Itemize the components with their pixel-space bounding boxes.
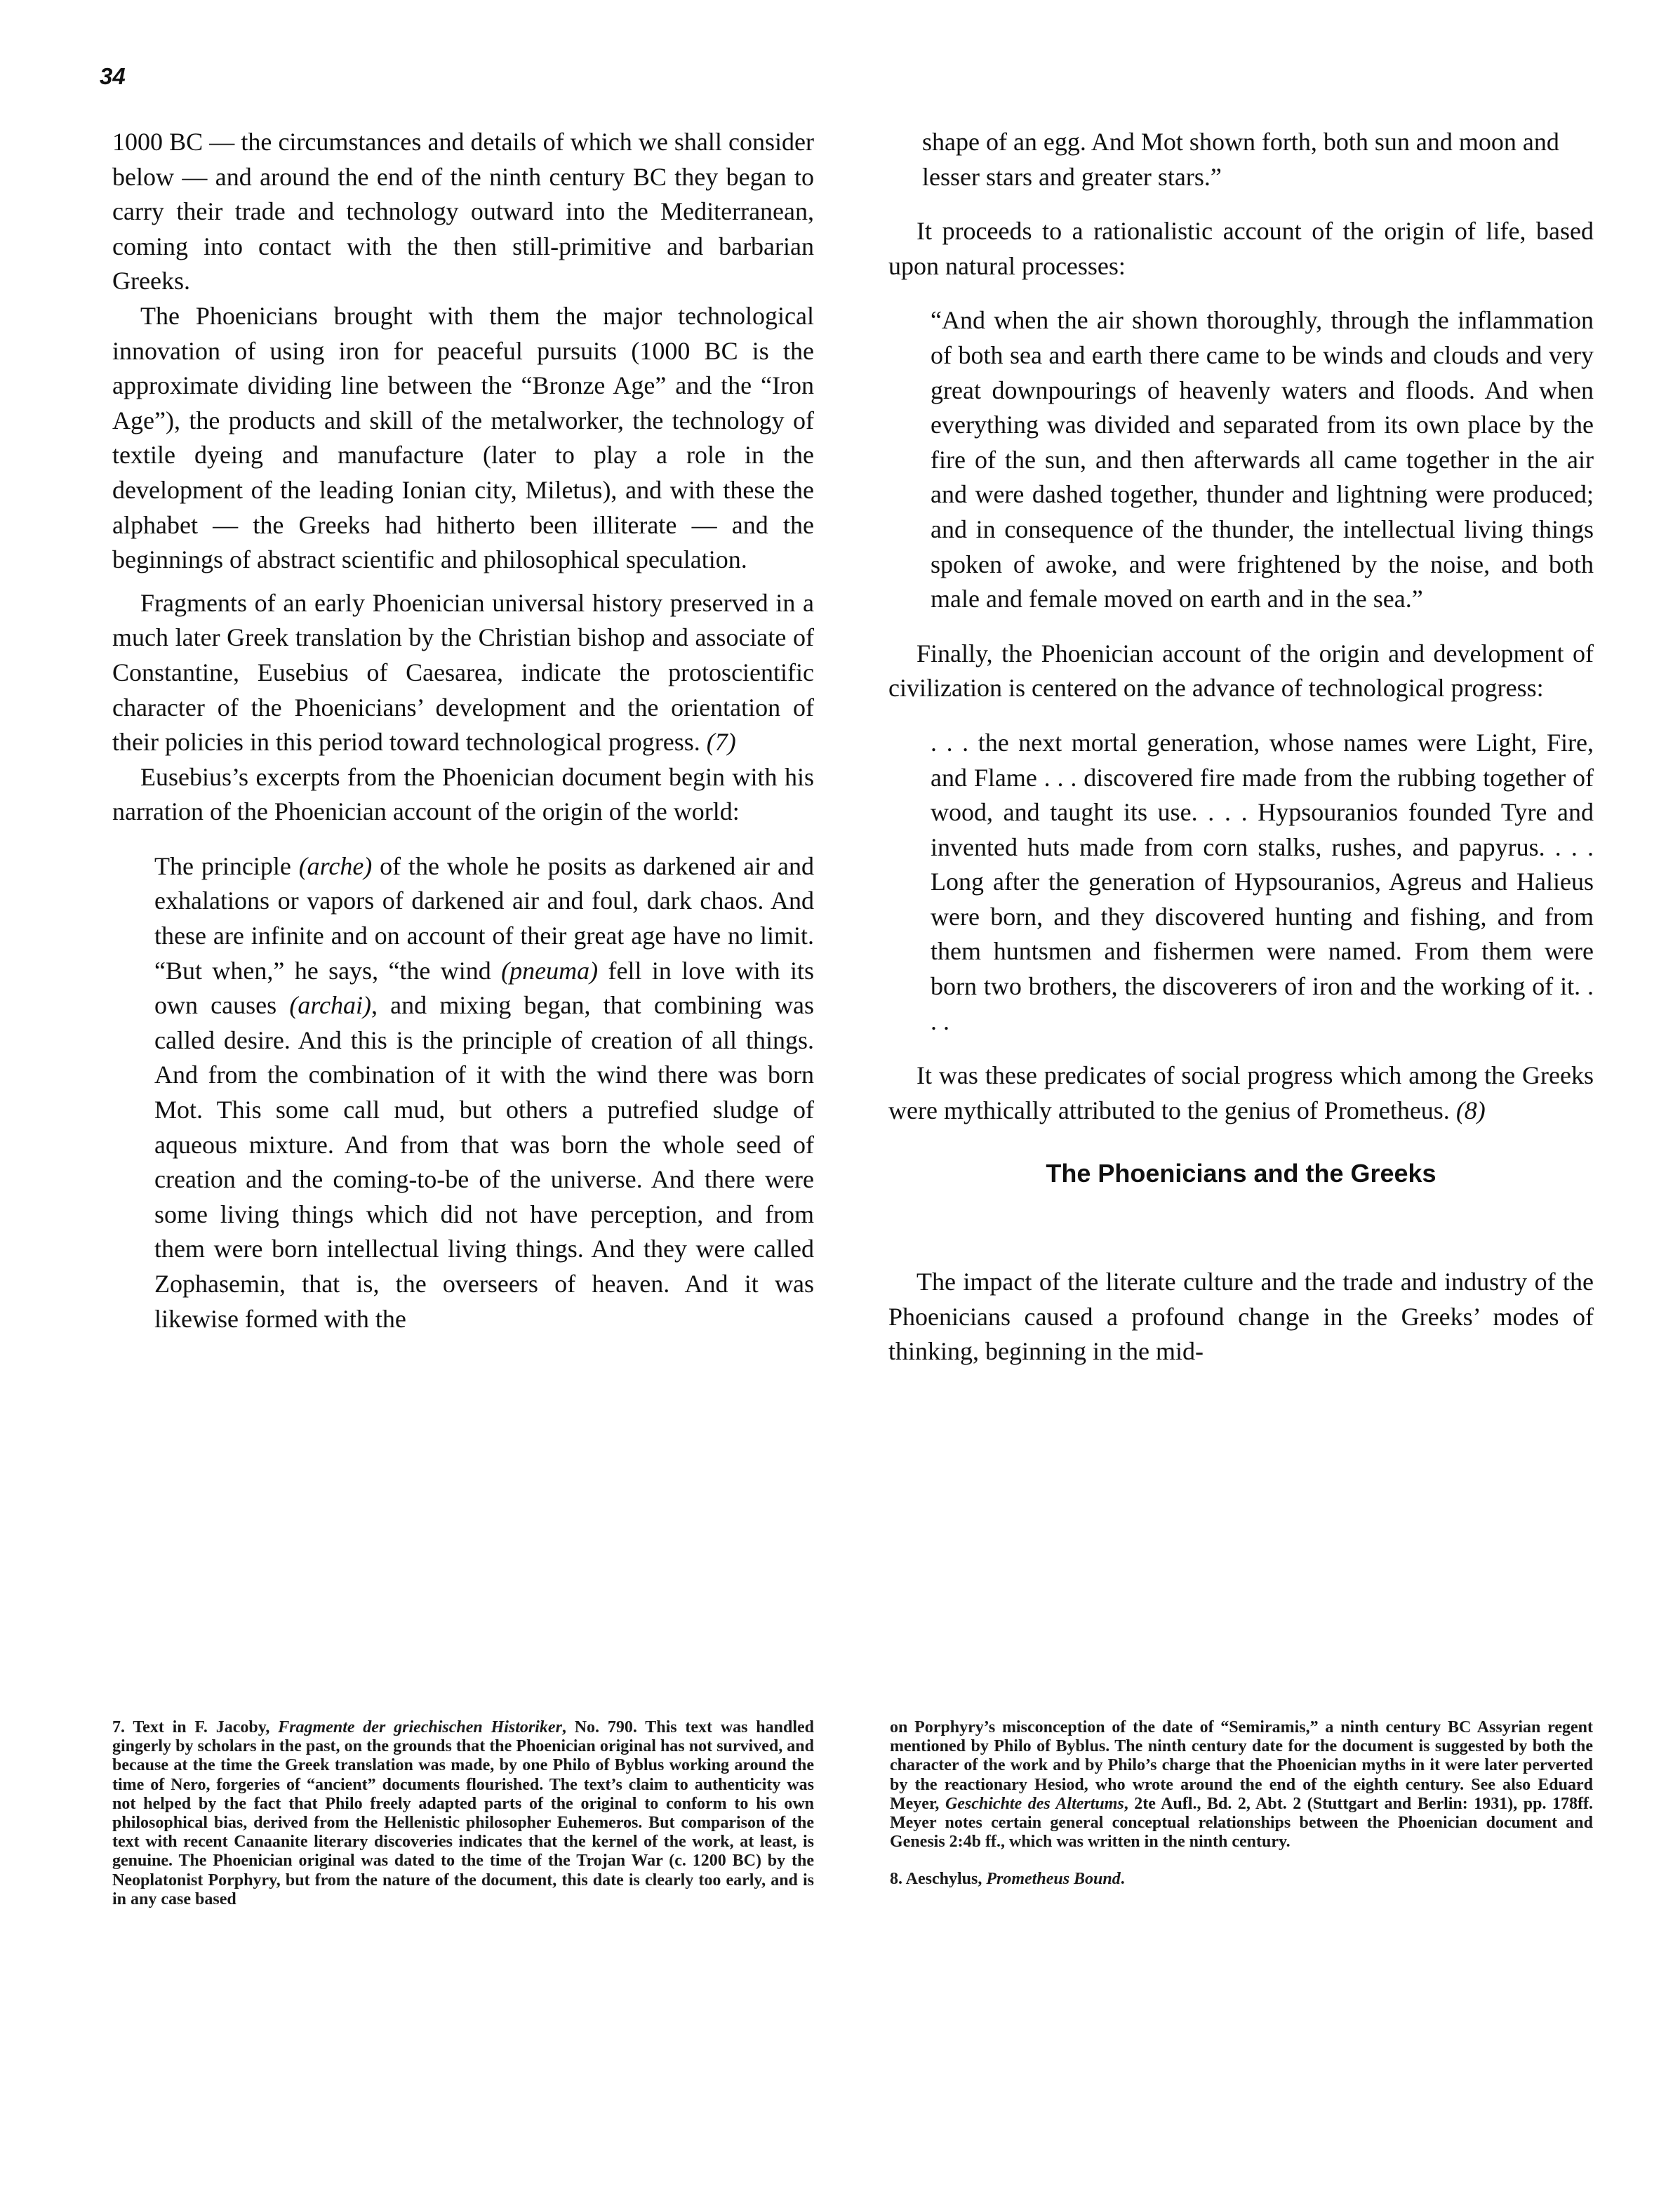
block-quote-continued: shape of an egg. And Mot shown forth, both sun and moon and lesser stars and greater stars.” [922,128,1559,191]
block-quote-origin-of-life: “And when the air shown thoroughly, through the inflammation of both sea and earth there came to be winds and clouds and very great downpourings of heavenly waters and floods. And when everything was divided and separated from its own place by the fire of the sun, and then afterwards all came together in the air and were dashed together, thunder and lightning were produced; and in consequence of the thunder, the intellectual living things spoken of awoke, and were frightened by the noise, and both male and female moved on earth and in the sea.” [931,306,1594,613]
quote-term-pneuma: (pneuma) [501,956,599,985]
footnote-book-title: Fragmente der griechischen Historiker [278,1718,562,1736]
left-column [112,125,814,1336]
footnotes-right [890,1718,1593,1889]
paragraph-4: Eusebius’s excerpts from the Phoenician document begin with his narration of the Phoenician account of the origin of the world: [112,762,814,826]
quote-text: of the whole he posits as darkened air and exhalations or vapors of darkened air and foul, dark chaos. And these are infinite and on account of their great age have no limit. “But when,” he says, “the wind [154,851,815,985]
paragraph-3-text: Fragments of an early Phoenician universal history preserved in a much later Greek translation by the Christian bishop and associate of Constantine, Eusebius of Caesarea, indicate the protoscientific character of the Phoenicians’ development and the orientation of their policies in this period toward technological progress. [112,588,814,757]
footnote-7 [112,1718,814,1909]
footnote-text: 7. Text in F. Jacoby, [112,1718,279,1736]
paragraph-7-text: It was these predicates of social progress which among the Greeks were mythically attributed to the genius of Prometheus. [888,1061,1594,1124]
footnotes-left [112,1718,814,1909]
paragraph-2: The Phoenicians brought with them the major technological innovation of using iron for peaceful pursuits (1000 BC is the approximate dividing line between the “Bronze Age” and the “Iron Age”), the products and skill of the metalworker, the technology of textile dyeing and manufacture (later to play a role in the development of the leading Ionian city, Miletus), and with these the alphabet — the Greeks had hitherto been illiterate — and the beginnings of abstract scientific and philosophical speculation. [112,301,814,574]
right-column [888,125,1594,1369]
paragraph-3 [112,586,814,760]
footnote-8 [890,1870,1593,1889]
footnote-text: on Porphyry’s misconception of the date of “Semiramis,” a ninth century BC Assyrian regent mentioned by Philo of Byblus. The ninth century date for the document is suggested by both the character of the work and by Philo’s charge that the Phoenician myths in it were later perverted by the reactionary Hesiod, who wrote around the end of the eighth century. See also Eduard Meyer, [890,1718,1593,1813]
block-quote-civilization: . . . the next mortal generation, whose names were Light, Fire, and Flame . . . discovered fire made from the rubbing together of wood, and taught its use. . . . Hypsouranios founded Tyre and invented huts made from corn stalks, rushes, and papyrus. . . . Long after the generation of Hypsouranios, Agreus and Halieus were born, and they discovered hunting and fishing, and from them huntsmen and fishermen were named. From them were born two brothers, the discoverers of iron and the working of it. . . . [931,728,1594,1035]
section-heading: The Phoenicians and the Greeks [1046,1159,1436,1188]
quote-text: fell in love with its own causes [154,956,814,1020]
footnote-ref-8: (8) [1455,1096,1486,1124]
quote-text: , and mixing began, that combining was called desire. And this is the principle of creation of all things. And from the combination of it with the wind there was born Mot. This some call mud, but others a putrefied sludge of aqueous mixture. And from that was born the whole seed of creation and the coming-to-be of the universe. And there were some living things which did not have perception, and from them were born intellectual living things. And they were called Zophasemin, that is, the overseers of heaven. And it was likewise formed with the [154,991,814,1333]
block-quote-origin-of-world [154,849,814,1336]
paragraph-7 [888,1058,1594,1128]
footnote-ref-7: (7) [706,728,736,757]
footnote-text: , 2te Aufl., Bd. 2, Abt. 2 (Stuttgart and Berlin: 1931), pp. 178ff. Meyer notes certain general conceptual relationships between the Phoenician document and Genesis 2:4b ff., which was written in the ninth century. [890,1794,1594,1852]
footnote-text: . [1120,1870,1125,1889]
paragraph-1: 1000 BC — the circumstances and details of which we shall consider below — and around the end of the ninth century BC they began to carry their trade and technology outward into the Mediterranean, coming into contact with the then still-primitive and barbarian Greeks. [112,128,814,295]
paragraph-8: The impact of the literate culture and the trade and industry of the Phoenicians caused a profound change in the Greeks’ modes of thinking, beginning in the mid- [888,1268,1594,1366]
footnote-text: , No. 790. This text was handled gingerly by scholars in the past, on the grounds that the Phoenician original has not survived, and because at the time the Greek translation was made, by one Philo of Byblus working around the time of Nero, forgeries of “ancient” documents flourished. The text’s claim to authenticity was not helped by the fact that Philo freely adapted parts of the original to conform to his own philosophical bias, derived from the Hellenistic philosopher Euhemeros. But comparison of the text with recent Canaanite literary discoveries indicates that the kernel of the work, at least, is genuine. The Phoenician original was dated to the time of the Trojan War (c. 1200 BC) by the Neoplatonist Porphyry, but from the nature of the document, this date is clearly too early, and is in any case based [112,1718,815,1908]
footnote-text: 8. Aeschylus, [890,1870,987,1889]
quote-term-archai: (archai) [289,991,371,1020]
footnote-book-title: Prometheus Bound [986,1870,1121,1889]
footnote-book-title: Geschichte des Altertums [945,1794,1124,1813]
paragraph-6: Finally, the Phoenician account of the origin and development of civilization is centered on the advance of technological progress: [888,639,1594,703]
footnote-7-continued [890,1718,1593,1852]
page-number: 34 [100,63,126,89]
quote-text: The principle [154,851,299,880]
quote-term-arche: (arche) [298,851,373,880]
paragraph-5: It proceeds to a rationalistic account of the origin of life, based upon natural processes: [888,217,1594,280]
